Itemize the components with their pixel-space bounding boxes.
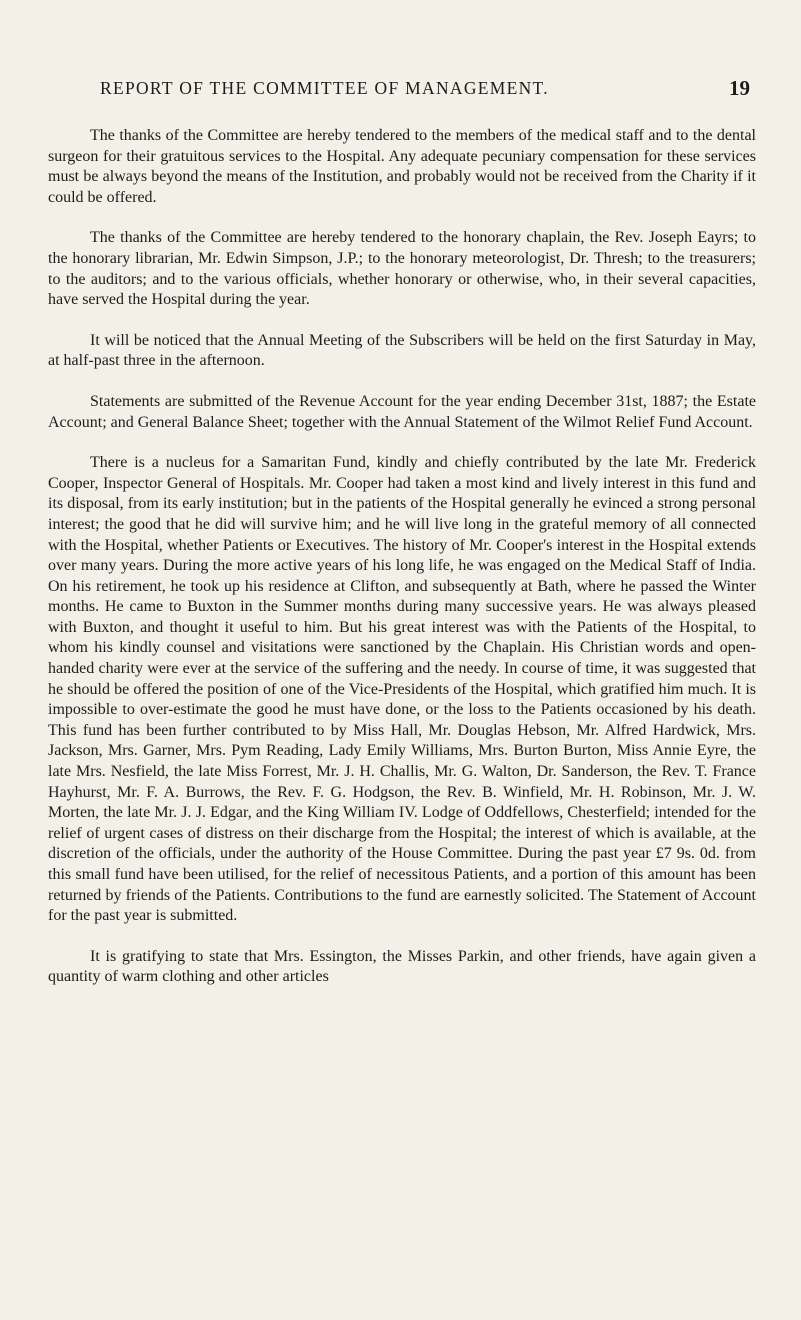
page-header	[48, 78, 756, 104]
paragraph-annual-meeting: It will be noticed that the Annual Meeting of the Subscribers will be held on the first Saturday in May, at half-past three in the afternoon.	[48, 331, 756, 370]
paragraph-statements: Statements are submitted of the Revenue Account for the year ending December 31st, 1887; the Estate Account; and General Balance Sheet; together with the Annual Statement of the Wilmot Relief Fund Account.	[48, 392, 756, 431]
body-text	[48, 126, 756, 988]
paragraph-thanks-officials: The thanks of the Committee are hereby tendered to the honorary chaplain, the Rev. Joseph Eayrs; to the honorary librarian, Mr. Edwin Simpson, J.P.; to the honorary meteorologist, Dr. Thresh; to the treasurers; to the auditors; and to the various officials, whether honorary or otherwise, who, in their several capacities, have served the Hospital during the year.	[48, 229, 756, 309]
paragraph-thanks-medical-staff: The thanks of the Committee are hereby tendered to the members of the medical staff and to the dental surgeon for their gratuitous services to the Hospital. Any adequate pecuniary compensation for these services must be always beyond the means of the Institution, and probably would not be received from the Charity if it could be offered.	[48, 127, 756, 206]
running-head: REPORT OF THE COMMITTEE OF MANAGEMENT.	[100, 78, 549, 98]
paragraph-clothing-gifts: It is gratifying to state that Mrs. Essington, the Misses Parkin, and other friends, have again given a quantity of warm clothing and other articles	[48, 947, 756, 986]
paragraph-samaritan-fund: There is a nucleus for a Samaritan Fund, kindly and chiefly contributed by the late Mr. Frederick Cooper, Inspector General of Hospitals. Mr. Cooper had taken a most kind and lively interest in this fund and its disposal, from its early institution; but in the patients of the Hospital generally he evinced a strong personal interest; the good that he did will survive him; and he will live long in the grateful memory of all connected with the Hospital, whether Patients or Executives. The history of Mr. Cooper's interest in the Hospital extends over many years. During the more active years of his long life, he was engaged on the Medical Staff of India. On his retirement, he took up his residence at Clifton, and subsequently at Bath, where he passed the Winter months. He came to Buxton in the Summer months during many successive years. He was always pleased with Buxton, and thought it useful to him. But his great interest was with the Patients of the Hospital, to whom his kindly counsel and visitations were sanctioned by the Chaplain. His Christian words and open-handed charity were ever at the service of the suffering and the needy. In course of time, it was suggested that he should be offered the position of one of the Vice-Presidents of the Hospital, which gratified him much. It is impossible to over-estimate the good he must have done, or the loss to the Patients occasioned by his death. This fund has been further contributed to by Miss Hall, Mr. Douglas Hebson, Mr. Alfred Hardwick, Mrs. Jackson, Mrs. Garner, Mrs. Pym Reading, Lady Emily Williams, Mrs. Burton Burton, Miss Annie Eyre, the late Mrs. Nesfield, the late Miss Forrest, Mr. J. H. Challis, Mr. G. Walton, Dr. Sanderson, the Rev. T. France Hayhurst, Mr. F. A. Burrows, the Rev. F. G. Hodgson, the Rev. B. Winfield, Mr. H. Robinson, Mr. J. W. Morten, the late Mr. J. J. Edgar, and the King William IV. Lodge of Oddfellows, Chesterfield; intended for the relief of urgent cases of distress on their discharge from the Hospital; the interest of which is available, at the discretion of the officials, under the authority of the House Committee. During the past year £7 9s. 0d. from this small fund have been utilised, for the relief of necessitous Patients, and a portion of this amount has been returned by friends of the Patients. Contributions to the fund are earnestly solicited. The Statement of Account for the past year is submitted.	[48, 454, 756, 925]
page-number: 19	[729, 76, 750, 100]
document-page	[48, 0, 756, 1320]
